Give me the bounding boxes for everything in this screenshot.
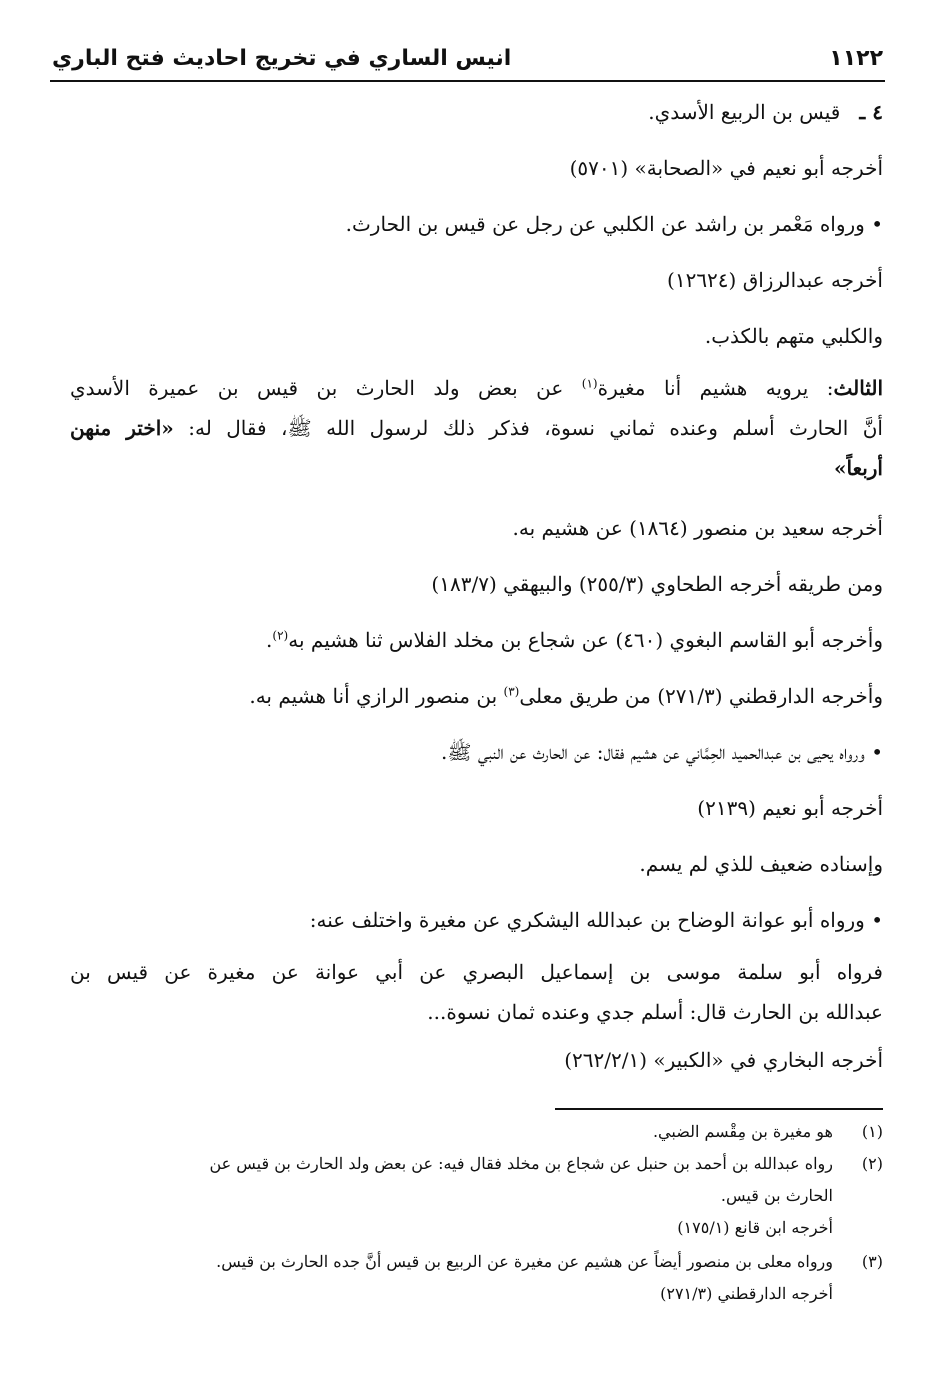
paragraph: والكلبي متهم بالكذب. (704, 324, 883, 348)
paragraph: وإسناده ضعيف للذي لم يسم. (639, 852, 883, 876)
paragraph: • ورواه مَعْمر بن راشد عن الكلبي عن رجل عن قيس بن الحارث. (345, 212, 883, 236)
paragraph: وأخرجه الدارقطني (٢٧١/٣) من طريق معلى$^{(٣)}$ بن منصور الرازي أنا هشيم به. (249, 684, 883, 708)
paragraph: ومن طريقه أخرجه الطحاوي (٢٥٥/٣) والبيهقي (١٨٣/٧) (431, 572, 883, 596)
page-header (52, 38, 883, 78)
footnote-ref[interactable]: (١) (581, 376, 598, 391)
third-line-2: أنَّ الحارث أسلم وعنده ثماني نسوة، فذكر ذلك لرسول الله ﷺ، فقال له: «اختر منهن (70, 416, 883, 440)
paragraph: • ورواه أبو عوانة الوضاح بن عبدالله اليشكري عن مغيرة واختلف عنه: (309, 908, 883, 932)
book-title: انيس الساري في تخريج احاديث فتح الباري (52, 45, 512, 71)
third-line-3: أربعاً» (833, 456, 883, 480)
item-4-heading: ٤ ـ قيس بن الربيع الأسدي. (648, 100, 883, 124)
paragraph: • ورواه يحيى بن عبدالحميد الحِمَّاني عن هشيم فقال: عن الحارث عن النبي ﷺ. (441, 740, 883, 764)
paragraph: أخرجه أبو نعيم (٢١٣٩) (697, 796, 883, 820)
paragraph: أخرجه أبو نعيم في «الصحابة» (٥٧٠١) (569, 156, 883, 180)
paragraph: أخرجه سعيد بن منصور (١٨٦٤) عن هشيم به. (512, 516, 883, 540)
footnote-ref[interactable]: (٣) (503, 684, 520, 699)
paragraph: أخرجه عبدالرزاق (١٢٦٢٤) (667, 268, 883, 292)
footnote-ref[interactable]: (٢) (272, 628, 289, 643)
paragraph: وأخرجه أبو القاسم البغوي (٤٦٠) عن شجاع بن مخلد الفلاس ثنا هشيم به$^{(٢)}$. (266, 628, 883, 652)
book-page: ١١٢٢ انيس الساري في تخريج احاديث فتح الباري ٤ ـ قيس بن الربيع الأسدي. أخرجه أبو نعيم في «الصحابة» (٥٧٠١) • ورواه مَعْمر بن راشد عن الكلبي عن رجل عن قيس بن الحارث. أخرجه عبدالرزاق (١٢٦٢٤) والكلبي متهم بالكذب. الثالث: يرويه هشيم أنا مغيرة$^{(١)}$ عن بعض ولد الحارث بن قيس بن عميرة الأسدي أنَّ الحارث أسلم وعنده ثماني نسوة، فذكر ذلك لرسول الله ﷺ، فقال له: «اختر منهن أربعاً» أخرجه سعيد بن منصور (١٨٦٤) عن هشيم به. ومن طريقه أخرجه الطحاوي (٢٥٥/٣) والبيهقي (١٨٣/٧) وأخرجه أبو القاسم البغوي (٤٦٠) عن شجاع بن مخلد الفلاس ثنا هشيم به$^{(٢)}$. وأخرجه الدارقطني (٢٧١/٣) من طريق معلى$^{(٣)}$ بن منصور الرازي أنا هشيم به. • ورواه يحيى بن عبدالحميد الحِمَّاني عن هشيم فقال: عن الحارث عن النبي ﷺ. أخرجه أبو نعيم (٢١٣٩) وإسناده ضعيف للذي لم يسم. • ورواه أبو عوانة الوضاح بن عبدالله اليشكري عن مغيرة واختلف عنه: فرواه أبو سلمة موسى بن إسماعيل البصري عن أبي عوانة عن مغيرة عن قيس بن عبدالله بن الحارث قال: أسلم جدي وعنده ثمان نسوة... أخرجه البخاري في «الكبير» (٢٦٢/٢/١) (١) هو مغيرة بن مِقْسم الضبي. (٢) رواه عبدالله بن أحمد بن حنبل عن شجاع بن مخلد فقال فيه: عن بعض ولد الحارث بن قيس عن الحارث بن قيس. أخرجه ابن قانع (١٧٥/١) (٣) ورواه معلى بن منصور أيضاً عن هشيم عن مغيرة عن الربيع بن قيس أنَّ جده الحارث بن قيس. أخرجه الدارقطني (٢٧١/٣) (0, 0, 945, 1382)
third-line-1: الثالث: يرويه هشيم أنا مغيرة$^{(١)}$ عن بعض ولد الحارث بن قيس بن عميرة الأسدي (70, 376, 884, 400)
paragraph: عبدالله بن الحارث قال: أسلم جدي وعنده ثمان نسوة... (427, 1000, 883, 1024)
header-rule (50, 80, 885, 82)
page-number: ١١٢٢ (829, 45, 883, 71)
paragraph: أخرجه البخاري في «الكبير» (٢٦٢/٢/١) (564, 1048, 883, 1072)
footnote-rule (555, 1108, 883, 1110)
paragraph: فرواه أبو سلمة موسى بن إسماعيل البصري عن أبي عوانة عن مغيرة عن قيس بن (70, 960, 883, 984)
section-label: الثالث (833, 376, 884, 400)
